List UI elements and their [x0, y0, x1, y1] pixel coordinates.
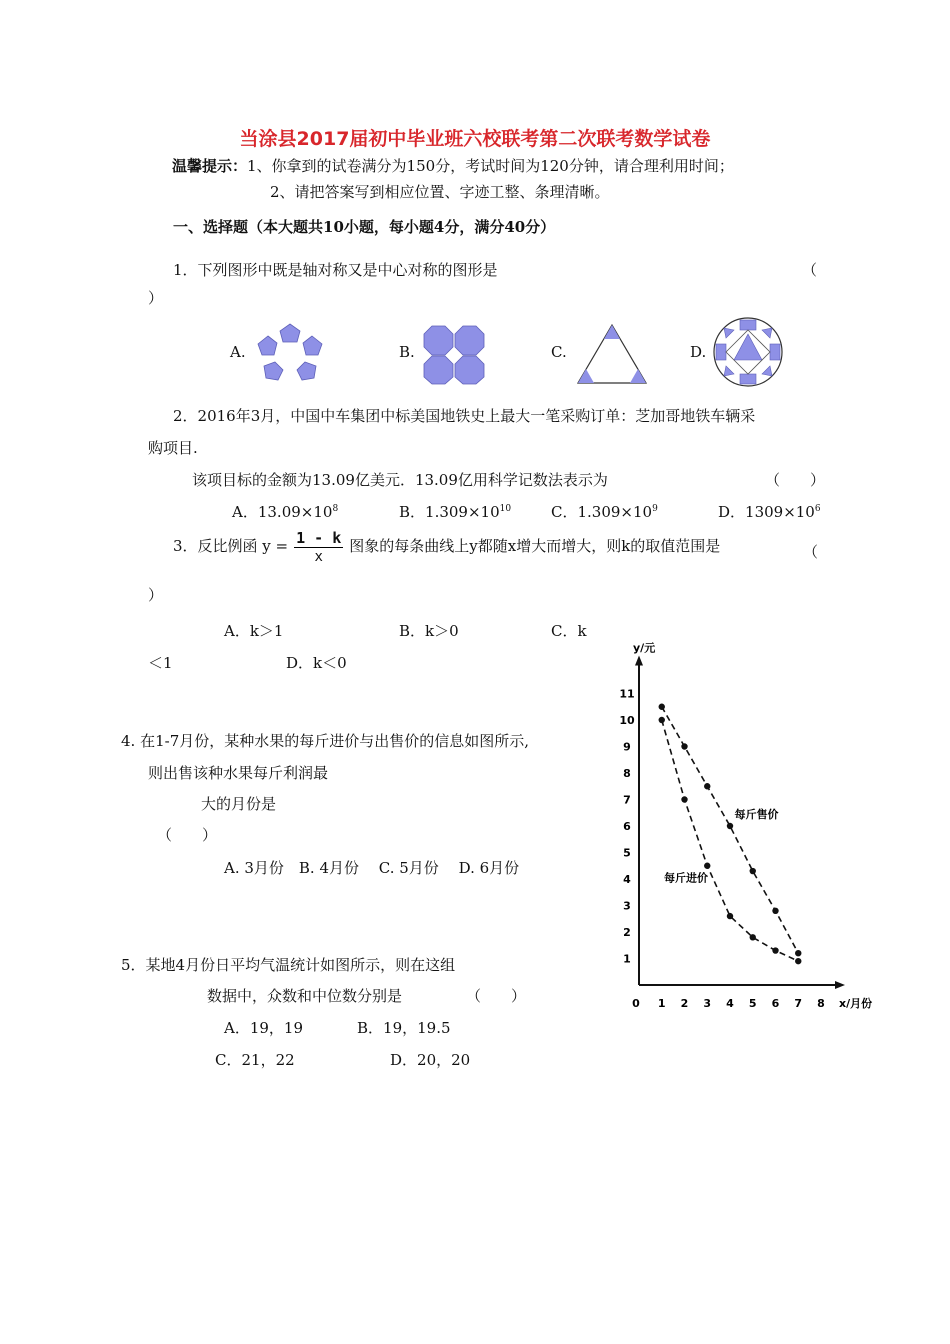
- y-tick-label: 8: [623, 767, 631, 780]
- page-title: 当涂县2017届初中毕业班六校联考第二次联考数学试卷: [239, 128, 711, 150]
- y-axis-arrow: [635, 656, 643, 666]
- x-tick-label: 7: [794, 997, 803, 1010]
- q1-option-c-label: C.: [551, 343, 567, 361]
- x-tick-label: 0: [632, 997, 640, 1010]
- q2-option-a-text: A．13.09×10: [232, 503, 333, 521]
- pentagon-ring-figure: [255, 322, 325, 384]
- tips-label: 温馨提示：: [172, 157, 248, 175]
- q3-paren-open: （: [803, 543, 819, 561]
- q3-option-c: C．k: [551, 622, 587, 640]
- series-point-1: [681, 796, 687, 802]
- q3-denominator: x: [314, 548, 323, 565]
- q3-prefix: 3．反比例函 y =: [173, 537, 289, 555]
- series-point-0: [681, 743, 687, 749]
- triangle-figure: [576, 323, 648, 385]
- tips-text-1: 1、你拿到的试卷满分为150分，考试时间为120分钟，请合理利用时间；: [247, 157, 734, 175]
- q3-option-a: A．k＞1: [224, 622, 284, 640]
- x-tick-label: 2: [680, 997, 689, 1010]
- y-tick-label: 3: [623, 899, 631, 913]
- q2-option-d-text: D．1309×10: [718, 503, 815, 521]
- q2-option-b: [399, 501, 511, 522]
- x-tick-label: 4: [726, 997, 734, 1010]
- q5-line-2: 数据中，众数和中位数分别是: [207, 987, 403, 1005]
- tips-text-2: 2、请把答案写到相应位置、字迹工整、条理清晰。: [270, 183, 610, 201]
- q2-answer-paren: （ ）: [765, 471, 826, 489]
- q2-line-2: 购项目.: [148, 439, 198, 457]
- q2-line-3: 该项目标的金额为13.09亿美元．13.09亿用科学记数法表示为: [192, 471, 608, 489]
- series-point-0: [727, 823, 733, 829]
- q3-option-b: B．k＞0: [399, 622, 459, 640]
- series-point-1: [704, 863, 710, 869]
- q5-option-a: A．19，19: [224, 1019, 304, 1037]
- q2-option-d: [718, 501, 821, 522]
- q1-option-d-label: D.: [690, 343, 707, 361]
- series-point-1: [727, 913, 733, 919]
- y-tick-label: 7: [623, 793, 631, 807]
- q2-option-b-text: B．1.309×10: [399, 503, 500, 521]
- y-axis-label: y/元: [633, 641, 656, 655]
- series-point-0: [704, 783, 710, 789]
- q3-suffix: 图象的每条曲线上y都随x增大而增大，则k的取值范围是: [349, 537, 721, 555]
- price-line-chart: [610, 630, 880, 1015]
- x-tick-label: 3: [703, 997, 712, 1010]
- y-tick-label: 10: [619, 714, 635, 727]
- section-heading: 一、选择题（本大题共10小题，每小题4分，满分40分）: [173, 218, 556, 236]
- q3-fraction: [294, 529, 343, 566]
- q5-line-1: 5．某地4月份日平均气温统计如图所示，则在这组: [121, 956, 456, 974]
- x-tick-label: 8: [817, 997, 825, 1010]
- q4-answer-paren: （ ）: [157, 826, 218, 844]
- q3-option-d: D．k＜0: [286, 654, 347, 672]
- q4-line-2: 则出售该种水果每斤利润最: [148, 764, 329, 782]
- q5-option-c: C．21，22: [215, 1051, 295, 1069]
- y-tick-label: 2: [623, 926, 631, 939]
- q1-option-a-label: A.: [230, 343, 246, 361]
- y-tick-label: 6: [623, 820, 631, 833]
- y-tick-label: 4: [623, 873, 631, 886]
- q1-option-b-label: B.: [399, 343, 415, 361]
- q2-option-c-exp: 9: [652, 504, 658, 514]
- q3-option-c-cont: ＜1: [148, 654, 173, 672]
- circle-pattern-figure: [712, 316, 784, 388]
- y-tick-label: 9: [623, 740, 631, 754]
- series-point-1: [750, 934, 756, 940]
- q3-line-1: [173, 528, 720, 566]
- q2-option-d-exp: 6: [814, 504, 821, 514]
- series-point-1: [659, 717, 665, 723]
- q2-line-1: 2．2016年3月，中国中车集团中标美国地铁史上最大一笔采购订单：芝加哥地铁车辆采: [173, 407, 756, 425]
- x-tick-label: 1: [657, 997, 666, 1010]
- q1-paren-open: （: [802, 261, 818, 279]
- q3-paren-close: ）: [148, 586, 164, 604]
- series-label-cost: 每斤进价: [664, 871, 709, 885]
- series-point-0: [772, 908, 778, 914]
- q5-answer-paren: （ ）: [466, 987, 527, 1005]
- q5-option-b: B．19，19.5: [357, 1019, 451, 1037]
- q2-option-c-text: C．1.309×10: [551, 503, 653, 521]
- y-tick-label: 11: [619, 687, 635, 701]
- q1-paren-close: ）: [148, 289, 164, 307]
- x-axis-arrow: [835, 981, 845, 989]
- q5-option-d: D．20，20: [390, 1051, 471, 1069]
- q4-line-3: 大的月份是: [201, 795, 277, 813]
- q2-option-a: [232, 501, 338, 522]
- q3-numerator: 1 - k: [296, 528, 342, 547]
- x-tick-label: 6: [771, 997, 780, 1010]
- series-point-1: [772, 947, 778, 953]
- q4-options: A. 3月份 B. 4月份 C. 5月份 D. 6月份: [224, 859, 520, 877]
- x-axis-label: x/月份: [839, 997, 873, 1010]
- x-tick-label: 5: [748, 997, 757, 1010]
- series-point-0: [750, 868, 756, 874]
- tips-line-1: [172, 155, 734, 176]
- q2-option-c: [551, 501, 658, 522]
- series-line-1: [662, 720, 799, 961]
- q1-text: 1．下列图形中既是轴对称又是中心对称的图形是: [173, 261, 498, 279]
- q2-option-a-exp: 8: [332, 504, 339, 514]
- y-tick-label: 1: [623, 952, 631, 966]
- series-point-1: [795, 958, 801, 964]
- q4-line-1: 4. 在1-7月份，某种水果的每斤进价与出售价的信息如图所示,: [121, 732, 530, 750]
- series-point-0: [795, 950, 801, 956]
- octagon-grid-figure: [423, 325, 485, 385]
- y-tick-label: 5: [623, 846, 631, 860]
- q2-option-b-exp: 10: [499, 504, 512, 514]
- series-point-0: [659, 704, 665, 710]
- series-label-sell: 每斤售价: [734, 808, 779, 822]
